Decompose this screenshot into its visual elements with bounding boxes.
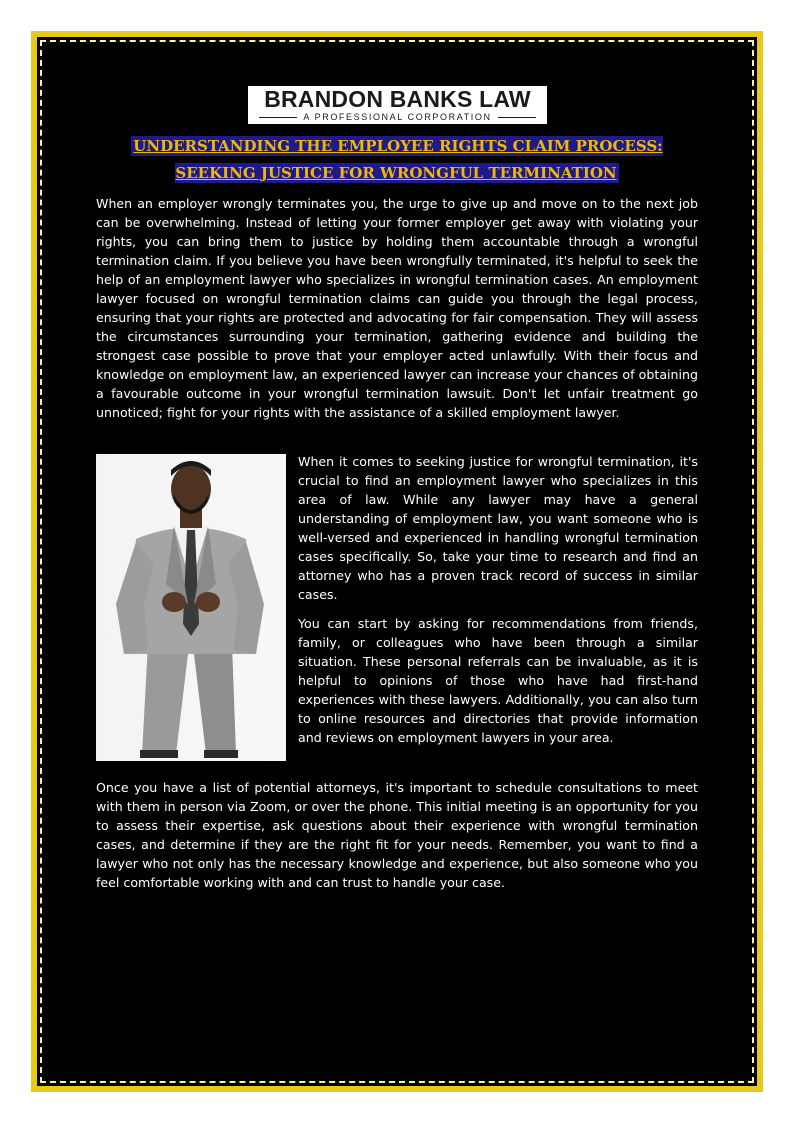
lawyer-photo — [96, 454, 286, 761]
logo-tagline: A PROFESSIONAL CORPORATION — [303, 112, 492, 122]
paragraph-recommendations: You can start by asking for recommendations from friends, family, or colleagues who have been through a similar situation. These personal referrals can be invaluable, as it is helpful to opinions of those who have had first-hand experiences with these lawyers. Additionally, you can also turn to online resources and directories that provide information and reviews on employment lawyers in your area. — [298, 616, 698, 745]
paragraph-find-specialist: When it comes to seeking justice for wrongful termination, it's crucial to find an employment lawyer who specializes in this area of law. While any lawyer may have a general understanding of employment law, you want someone who is well-versed and experienced in handling wrongful termination cases specifically. So, take your time to research and find an attorney who has a proven track record of success in similar cases. — [298, 454, 698, 602]
logo — [248, 86, 547, 124]
logo-rule-right — [498, 117, 536, 118]
intro-paragraph: When an employer wrongly terminates you, the urge to give up and move on to the next job can be overwhelming. Instead of letting your former employer get away with violating your rights, you can bring them to justice by holding them accountable through a wrongful termination claim. If you believe you have been wrongfully terminated, it's helpful to seek the help of an employment lawyer who specializes in wrongful termination cases. An employment lawyer focused on wrongful termination claims can guide you through the legal process, ensuring that your rights are protected and advocating for fair compensation. They will assess the circumstances surrounding your termination, gathering evidence and building the strongest case possible to prove that your employer acted unlawfully. With their focus and knowledge on employment law, an experienced lawyer can increase your chances of obtaining a favourable outcome in your wrongful termination lawsuit. Don't let unfair treatment go unnoticed; fight for your rights with the assistance of a skilled employment lawyer. — [96, 196, 698, 420]
logo-name: BRANDON BANKS LAW — [264, 86, 531, 112]
man-in-suit-illustration — [96, 454, 286, 761]
title-text: UNDERSTANDING THE EMPLOYEE RIGHTS CLAIM PROCESS: SEEKING JUSTICE FOR WRONGFUL TERMINATION — [133, 137, 663, 182]
logo-rule-left — [259, 117, 297, 118]
paragraph-consultations: Once you have a list of potential attorneys, it's important to schedule consultations to meet with them in person via Zoom, or over the phone. This initial meeting is an opportunity for you to assess their expertise, ask questions about their experience with wrongful termination cases, and determine if they are the right fit for your needs. Remember, you want to find a lawyer who not only has the necessary knowledge and experience, but also someone who you feel comfortable working with and can trust to handle your case. — [96, 780, 698, 890]
logo-tagline-row — [248, 111, 547, 123]
page-title — [96, 133, 698, 187]
